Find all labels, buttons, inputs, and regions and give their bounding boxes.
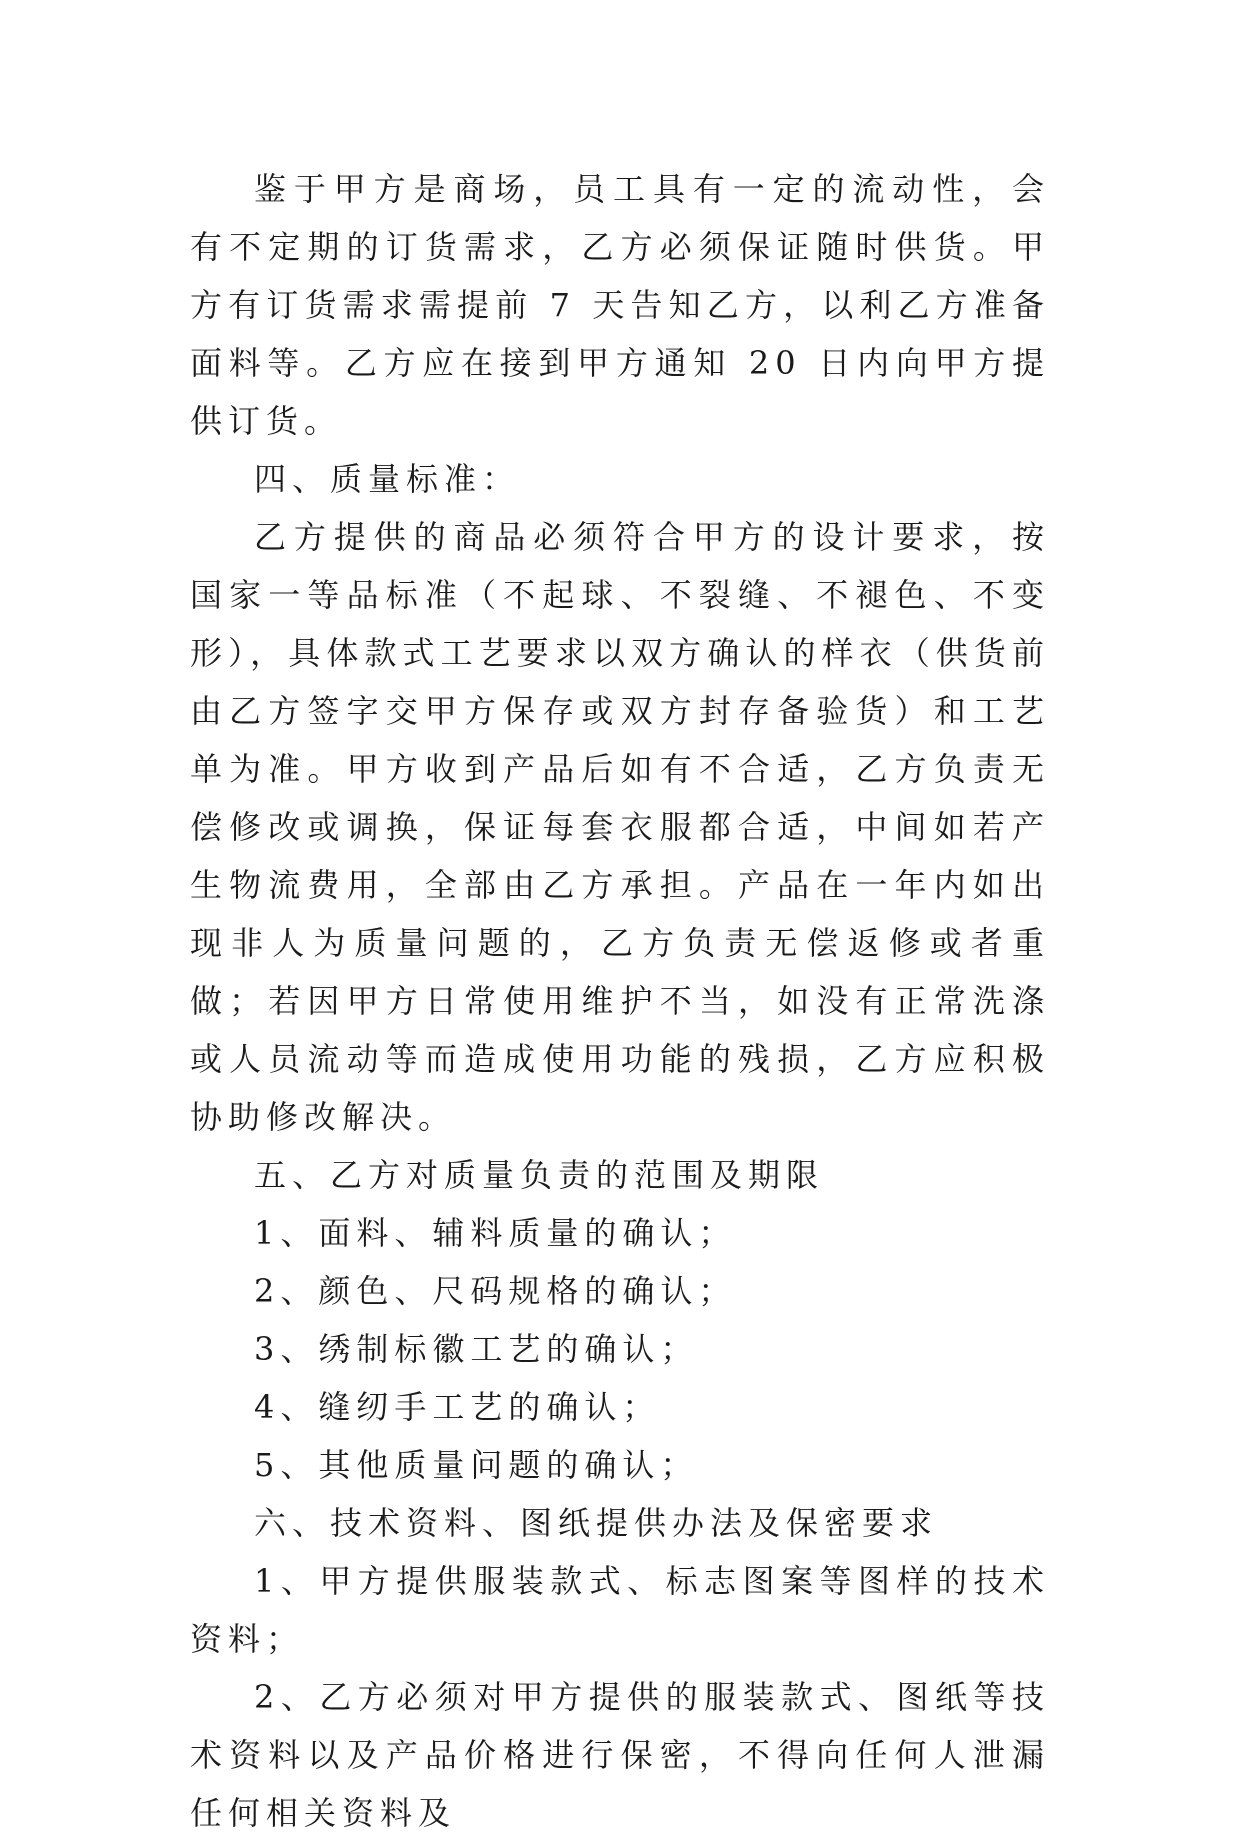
document-body [190, 160, 1050, 1842]
paragraph-supply-terms: 鉴于甲方是商场，员工具有一定的流动性，会有不定期的订货需求，乙方必须保证随时供货。甲方有订货需求需提前 7 天告知乙方，以利乙方准备面料等。乙方应在接到甲方通知 20 日内向甲方提供订货。 [190, 170, 1050, 440]
list-item-confidentiality: 2、乙方必须对甲方提供的服装款式、图纸等技术资料以及产品价格进行保密，不得向任何人泄漏任何相关资料及 [190, 1678, 1050, 1832]
heading-quality-scope: 五、乙方对质量负责的范围及期限 [254, 1156, 825, 1194]
list-item-fabric: 1、面料、辅料质量的确认； [254, 1214, 737, 1252]
list-item-other-quality: 5、其他质量问题的确认； [254, 1446, 699, 1484]
list-item-sewing: 4、缝纫手工艺的确认； [254, 1388, 661, 1426]
paragraph-quality-standard: 乙方提供的商品必须符合甲方的设计要求，按国家一等品标准（不起球、不裂缝、不褪色、不变形），具体款式工艺要求以双方确认的样衣（供货前由乙方签字交甲方保存或双方封存备验货）和工艺单为准。甲方收到产品后如有不合适，乙方负责无偿修改或调换，保证每套衣服都合适，中间如若产生物流费用，全部由乙方承担。产品在一年内如出现非人为质量问题的，乙方负责无偿返修或者重做；若因甲方日常使用维护不当，如没有正常洗涤或人员流动等而造成使用功能的残损，乙方应积极协助修改解决。 [190, 518, 1050, 1136]
list-item-embroidery: 3、绣制标徽工艺的确认； [254, 1330, 699, 1368]
heading-quality-standard: 四、质量标准： [254, 460, 521, 498]
list-item-technical-data: 1、甲方提供服装款式、标志图案等图样的技术资料； [190, 1562, 1050, 1658]
list-item-color-size: 2、颜色、尺码规格的确认； [254, 1272, 737, 1310]
heading-technical-data: 六、技术资料、图纸提供办法及保密要求 [254, 1504, 939, 1542]
